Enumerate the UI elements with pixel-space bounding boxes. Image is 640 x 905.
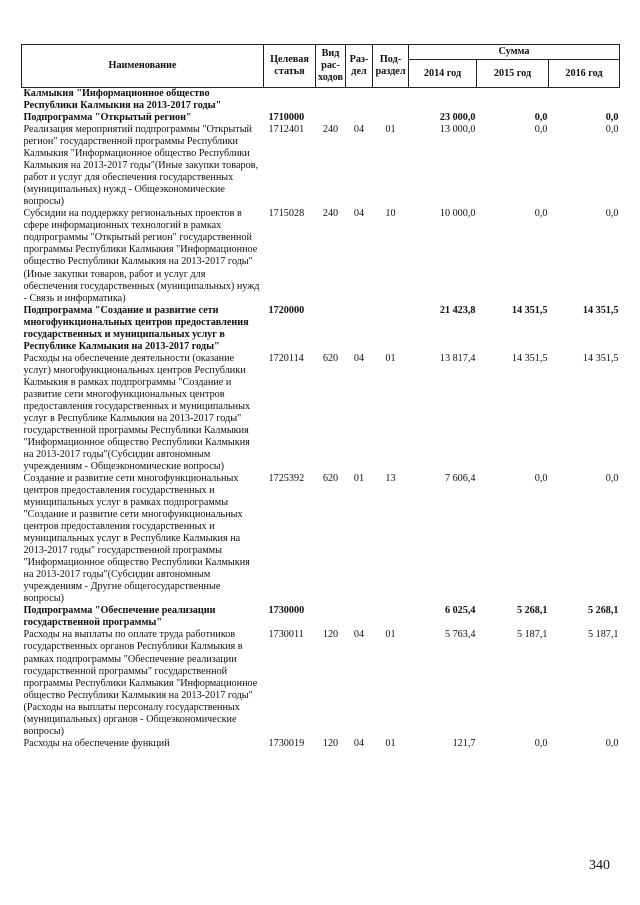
table-row [22,738,620,750]
row-podrazdel [373,305,409,353]
row-2015: 0,0 [534,473,548,485]
row-2016: 0,0 [605,208,619,220]
row-razdel: 04 [353,737,365,749]
row-2014: 13 817,4 [439,352,476,364]
row-vid [316,88,346,113]
page-number: 340 [589,858,610,873]
row-name: Подпрограмма "Обеспечение реализации государственной программы" [23,605,216,629]
table-row [22,605,620,629]
row-vid: 240 [322,124,339,136]
row-razdel: 04 [353,208,365,220]
row-vid: 620 [322,352,339,364]
row-name: Подпрограмма "Открытый регион" [23,112,192,124]
row-2016: 5 187,1 [587,629,619,641]
row-vid: 620 [322,473,339,485]
row-2015: 0,0 [534,124,548,136]
row-vid [316,605,346,629]
row-2016: 0,0 [605,473,619,485]
row-2014: 5 763,4 [444,629,476,641]
row-podrazdel: 01 [385,737,396,749]
row-podrazdel [373,112,409,124]
row-razdel: 01 [353,473,365,485]
table-row [22,208,620,304]
row-razdel: 04 [353,629,365,641]
table-row [22,124,620,208]
row-vid: 240 [322,208,339,220]
row-code: 1730000 [268,605,305,617]
row-name: Расходы на обеспечение функций [23,737,170,749]
row-vid: 120 [322,737,339,749]
header-podrazdel: Под-раздел [373,45,409,88]
row-code: 1710000 [268,112,305,124]
row-podrazdel [373,605,409,629]
row-name: Расходы на обеспечение деятельности (оказание услуг) многофункциональных центров Республики Калмыкия в рамках подпрограммы "Создание и развитие сети многофункциональных центров предоставления государственных и муниципальных услуг в Республике Калмыкия на 2013-2017 годы" государственной программы Республики Калмыкия "Информационное общество Республики Калмыкия на 2013-2017 годы"(Субсидии автономным учреждениям - Общеэкономические вопросы) [23,352,251,472]
table-row [22,353,620,473]
row-vid [316,112,346,124]
row-2016: 14 351,5 [582,304,619,316]
row-2016: 5 268,1 [587,605,619,617]
row-code: 1730019 [268,737,305,749]
header-summa: Сумма [409,45,620,60]
header-razdel: Раз-дел [346,45,373,88]
row-podrazdel: 10 [385,208,396,220]
row-2015: 0,0 [534,112,548,124]
row-razdel [346,88,373,113]
row-name: Калмыкия "Информационное общество Республики Калмыкия на 2013-2017 годы" [23,88,222,112]
row-2014 [409,88,477,113]
row-2015: 14 351,5 [511,352,548,364]
row-code: 1715028 [268,208,305,220]
row-2014: 23 000,0 [439,112,476,124]
table-row [22,629,620,737]
row-2015: 5 187,1 [516,629,548,641]
header-vid: Вид рас-ходов [316,45,346,88]
row-2015: 0,0 [534,208,548,220]
header-name: Наименование [22,45,264,88]
table-row [22,305,620,353]
row-2016: 0,0 [605,737,619,749]
row-2015: 14 351,5 [511,304,548,316]
row-podrazdel [373,88,409,113]
header-code: Целевая статья [264,45,316,88]
row-2014: 13 000,0 [439,124,476,136]
row-code: 1725392 [268,473,305,485]
table-row [22,112,620,124]
row-podrazdel: 01 [385,124,396,136]
table-row [22,473,620,605]
row-name: Создание и развитие сети многофункциональных центров предоставления государственных и муниципальных услуг в рамках подпрограммы "Создание и развитие сети многофункциональных центров предоставления государственных и муниципальных услуг в Республике Калмыкия на 2013-2017 годы" государственной программы "Информационное общество Республики Калмыкия на 2013-2017 годы"(Субсидии автономным учреждениям - Другие общегосударственные вопросы) [23,473,250,605]
budget-table [21,44,620,750]
row-razdel: 04 [353,352,365,364]
row-code [264,88,316,113]
row-name: Субсидии на поддержку региональных проектов в сфере информационных технологий в рамках подпрограммы "Открытый регион" государственной программы Республики Калмыкия "Информационное общество Республики Калмыкия на 2013-2017 годы"(Иные закупки товаров, работ и услуг для обеспечения государственных (муниципальных) нужд - Связь и информатика) [23,208,260,304]
row-2016 [549,88,620,113]
row-razdel [346,305,373,353]
row-podrazdel: 13 [385,473,396,485]
row-podrazdel: 01 [385,352,396,364]
header-2014: 2014 год [409,60,477,88]
row-name: Реализация мероприятий подпрограммы "Открытый регион" государственной программы Республики Калмыкия "Информационное общество Республики Калмыкия на 2013-2017 годы"(Иные закупки товаров, работ и услуг для обеспечения государственных (муниципальных) нужд - Общеэкономические вопросы) [23,124,259,208]
row-razdel [346,605,373,629]
row-2015 [477,88,549,113]
row-code: 1720000 [268,304,305,316]
row-code: 1720114 [268,352,304,364]
row-2015: 5 268,1 [516,605,548,617]
row-name: Подпрограмма "Создание и развитие сети многофункциональных центров предоставления государственных и муниципальных услуг в Республике Калмыкия на 2013-2017 годы" [23,304,249,352]
row-razdel: 04 [353,124,365,136]
row-2016: 14 351,5 [582,352,619,364]
row-vid: 120 [322,629,339,641]
row-code: 1730011 [268,629,304,641]
row-razdel [346,112,373,124]
row-2016: 0,0 [605,112,619,124]
row-2014: 21 423,8 [439,304,476,316]
row-2014: 10 000,0 [439,208,476,220]
row-2015: 0,0 [534,737,548,749]
row-2014: 121,7 [452,737,476,749]
row-2014: 7 606,4 [444,473,476,485]
table-header [22,45,620,88]
row-name: Расходы на выплаты по оплате труда работников государственных органов Республики Калмыкия в рамках подпрограммы "Обеспечение реализации государственной программы" государственной программы Республики Калмыкия "Информационное общество Республики Калмыкия на 2013-2017 годы"(Расходы на выплаты персоналу государственных (муниципальных) органов - Общеэкономические вопросы) [23,629,258,737]
row-2016: 0,0 [605,124,619,136]
row-2014: 6 025,4 [444,605,476,617]
row-code: 1712401 [268,124,305,136]
header-2016: 2016 год [549,60,620,88]
row-podrazdel: 01 [385,629,396,641]
header-2015: 2015 год [477,60,549,88]
row-vid [316,305,346,353]
table-row [22,88,620,113]
